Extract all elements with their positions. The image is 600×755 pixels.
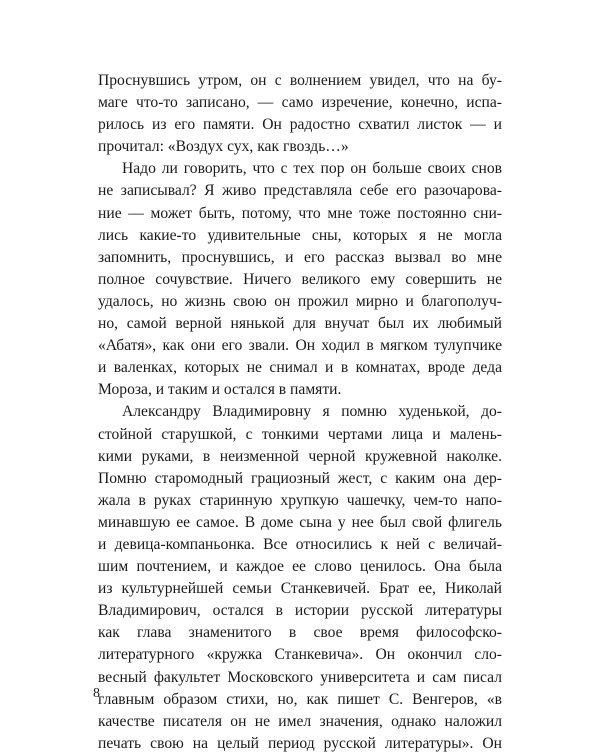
text-line: из культурнейшей семьи Станкевичей. Брат ее, Николай: [98, 580, 502, 598]
text-line: Помню старомодный грациозный жест, с каким она дер-: [98, 469, 502, 487]
text-line: рилось из его памяти. Он радостно схватил листок — и: [98, 116, 502, 134]
text-line: но, самой верной нянькой для внучат был их любимый: [98, 315, 502, 333]
text-line: весный факультет Московского университета и сам писал: [98, 668, 502, 686]
text-line: запомнить, проснувшись, и его рассказ вызвал во мне: [98, 248, 502, 266]
text-line: и валенках, которых не снимал и в комнатах, вроде деда: [98, 359, 502, 377]
text-line: Мороза, и таким и остался в памяти.: [98, 381, 342, 399]
text-line: как глава знаменитого в свое время философско-: [98, 624, 502, 642]
text-line: качестве писателя он не имел значения, однако наложил: [98, 712, 502, 730]
text-line: литературного «кружка Станкевича». Он окончил сло-: [98, 646, 502, 664]
text-line: жала в руках старинную хрупкую чашечку, чем-то напо-: [98, 491, 502, 509]
text-line: шим почтением, и каждое ее слово ценилось. Она была: [98, 558, 502, 576]
text-line: прочитал: «Воздух сух, как гвоздь…»: [98, 138, 349, 156]
text-line: Проснувшись утром, он с волнением увидел, что на бу-: [98, 72, 502, 89]
text-line: кими руками, в неизменной черной кружевной наколке.: [98, 447, 502, 465]
text-line: не записывал? Я живо представляла себе его разочарова-: [98, 182, 502, 200]
text-line: удалось, но жизнь свою он прожил мирно и благополуч-: [98, 292, 502, 310]
text-line: Надо ли говорить, что с тех пор он больше своих снов: [122, 160, 502, 178]
text-line: Александру Владимировну я помню худенькой, до-: [122, 403, 502, 421]
body-text: [98, 70, 502, 755]
text-line: стойной старушкой, с тонкими чертами лица и малень-: [98, 425, 502, 443]
text-line: печать свою на целый период русской литературы». Он: [98, 734, 502, 752]
text-line: полное сочувствие. Ничего великого ему совершить не: [98, 270, 502, 288]
text-line: лись какие-то удивительные сны, которых я не могла: [98, 226, 502, 244]
text-line: главным образом стихи, но, как пишет С. Венгеров, «в: [98, 690, 502, 708]
text-line: «Абатя», как они его звали. Он ходил в мягком тулупчике: [98, 337, 502, 355]
text-line: Владимирович, остался в истории русской литературы: [98, 602, 502, 620]
page-number: 8: [93, 686, 100, 701]
text-line: маге что-то записано, — само изречение, конечно, испа-: [98, 94, 502, 112]
text-line: ние — может быть, потому, что мне тоже постоянно сни-: [98, 204, 502, 222]
text-line: и девица-компаньонка. Все относились к ней с величай-: [98, 535, 502, 553]
text-line: минавшую ее самое. В доме сына у нее был свой флигель: [98, 513, 502, 531]
